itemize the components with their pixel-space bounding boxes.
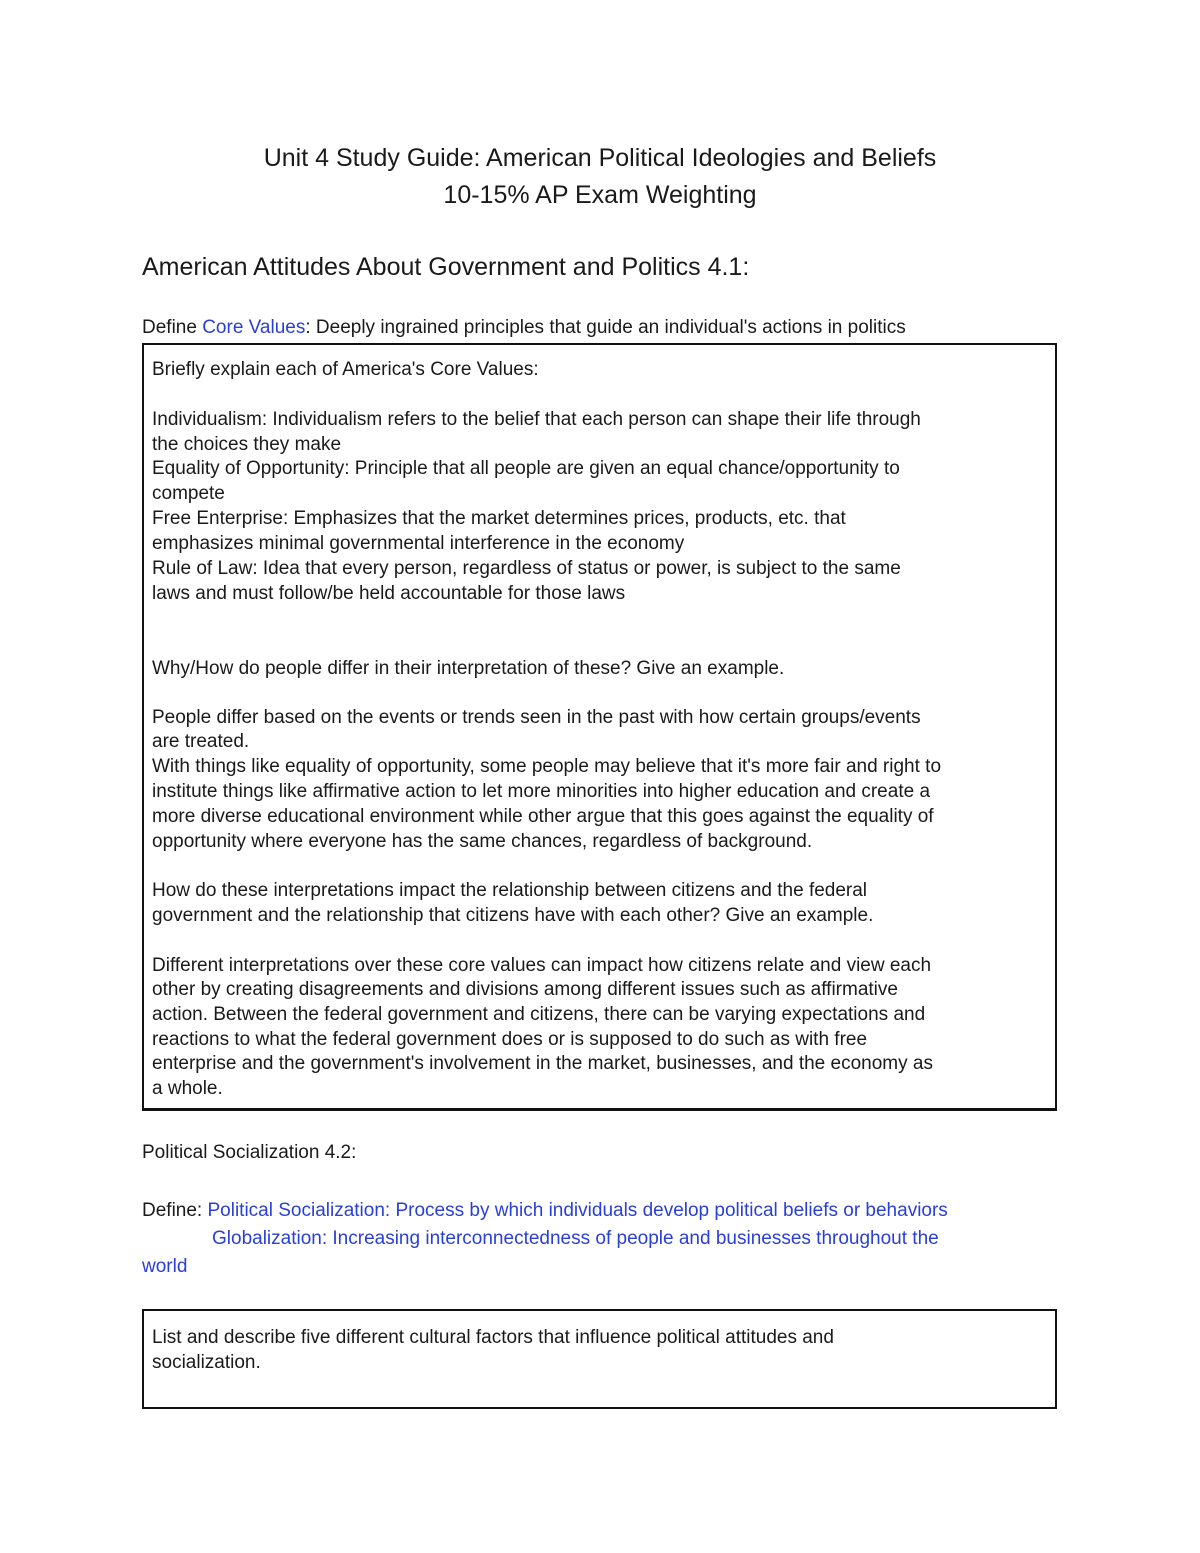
value-line: Free Enterprise: Emphasizes that the market determines prices, products, etc. that [152,508,846,529]
answer-line: opportunity where everyone has the same chances, regardless of background. [152,831,813,852]
section-heading-4-1: American Attitudes About Government and Politics 4.1: [142,253,750,281]
value-line: laws and must follow/be held accountable for those laws [152,583,626,604]
answer-line: action. Between the federal government and citizens, there can be varying expectations and [152,1004,926,1025]
define-label: Define: [142,1200,203,1221]
answer-line: institute things like affirmative action to let more minorities into higher education and create a [152,781,931,802]
prompt-cultural-factors: List and describe five different cultural factors that influence political attitudes and [152,1327,834,1348]
answer-line: more diverse educational environment while other argue that this goes against the equality of [152,806,934,827]
prompt-cultural-factors: socialization. [152,1352,261,1373]
political-socialization-definition: Political Socialization: Process by which individuals develop political beliefs or behaviors [207,1200,948,1221]
answer-line: are treated. [152,731,250,752]
prompt-relationship: government and the relationship that citizens have with each other? Give an example. [152,905,874,926]
value-line: compete [152,483,225,504]
answer-line: People differ based on the events or trends seen in the past with how certain groups/events [152,707,921,728]
answer-line: enterprise and the government's involvement in the market, businesses, and the economy as [152,1053,933,1074]
document-title: Unit 4 Study Guide: American Political Ideologies and Beliefs [263,144,937,172]
prompt-core-values: Briefly explain each of America's Core Values: [152,359,539,380]
core-values-term: Core Values [202,317,306,338]
value-line: Rule of Law: Idea that every person, regardless of status or power, is subject to the same [152,558,901,579]
globalization-definition-cont: world [142,1256,188,1277]
value-line: Equality of Opportunity: Principle that all people are given an equal chance/opportunity to [152,458,900,479]
section-heading-4-2: Political Socialization 4.2: [142,1142,357,1163]
core-values-text: : Deeply ingrained principles that guide an individual's actions in politics [305,317,906,338]
define-prefix: Define [142,317,203,338]
core-values-answer-box [142,343,1057,1111]
value-line: emphasizes minimal governmental interference in the economy [152,533,685,554]
value-line: Individualism: Individualism refers to the belief that each person can shape their life through [152,409,921,430]
prompt-interpretation: Why/How do people differ in their interpretation of these? Give an example. [152,658,785,679]
answer-line: a whole. [152,1078,223,1099]
cultural-factors-answer-box [142,1309,1057,1409]
prompt-relationship: How do these interpretations impact the relationship between citizens and the federal [152,880,868,901]
value-line: the choices they make [152,434,342,455]
document-subtitle: 10-15% AP Exam Weighting [443,181,757,209]
core-values-definition [142,315,906,340]
answer-line: reactions to what the federal government does or is supposed to do such as with free [152,1029,868,1050]
answer-line: Different interpretations over these core values can impact how citizens relate and view each [152,955,932,976]
globalization-definition: Globalization: Increasing interconnectedness of people and businesses throughout the [212,1228,939,1249]
socialization-definition [142,1198,948,1223]
answer-line: other by creating disagreements and divisions among different issues such as affirmative [152,979,898,1000]
answer-line: With things like equality of opportunity, some people may believe that it's more fair and right to [152,756,942,777]
